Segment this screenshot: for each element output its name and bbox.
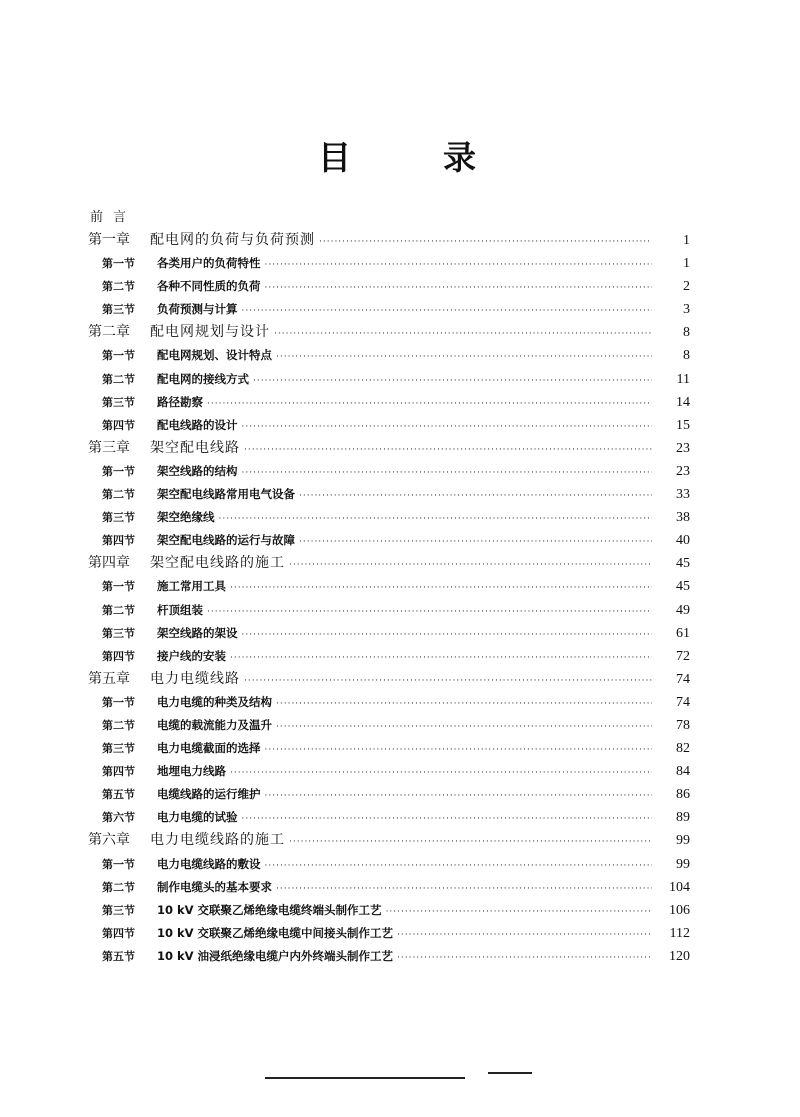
dot-leader xyxy=(242,300,653,323)
dot-leader xyxy=(397,924,652,947)
entry-number: 第二节 xyxy=(102,280,135,294)
toc-chapter-entry[interactable] xyxy=(88,552,690,575)
entry-title: 配电线路的设计 xyxy=(157,417,238,432)
entry-number: 第一节 xyxy=(102,349,135,363)
toc-section-entry[interactable] xyxy=(88,344,690,367)
entry-number: 第四节 xyxy=(102,534,135,548)
entry-title: 架空线路的结构 xyxy=(157,463,238,478)
page-number: 99 xyxy=(676,833,690,849)
entry-title: 各种不同性质的负荷 xyxy=(157,279,261,294)
page-number: 11 xyxy=(676,371,690,387)
toc-section-entry[interactable] xyxy=(88,298,690,321)
entry-title: 架空配电线路的施工 xyxy=(150,555,285,572)
entry-title: 10 kV 交联聚乙烯绝缘电缆终端头制作工艺 xyxy=(157,902,382,917)
title-char-1: 目 xyxy=(318,138,351,177)
toc-section-entry[interactable] xyxy=(88,599,690,622)
entry-number: 第二节 xyxy=(102,603,135,617)
dot-leader xyxy=(230,647,652,670)
page-number: 45 xyxy=(676,556,690,572)
dot-leader xyxy=(276,878,652,901)
entry-title: 10 kV 油浸纸绝缘电缆户内外终端头制作工艺 xyxy=(157,948,394,963)
page-number: 15 xyxy=(676,417,690,433)
toc-chapter-entry[interactable] xyxy=(88,829,690,852)
toc-section-entry[interactable] xyxy=(88,506,690,529)
page-number: 82 xyxy=(676,741,690,757)
page-number: 120 xyxy=(669,948,690,964)
entry-number: 第二节 xyxy=(102,880,135,894)
dot-leader xyxy=(274,323,652,346)
entry-title: 电缆的载流能力及温升 xyxy=(157,717,272,732)
toc-chapter-entry[interactable] xyxy=(88,668,690,691)
entry-title: 配电网的接线方式 xyxy=(157,371,249,386)
page-number: 1 xyxy=(683,256,690,272)
toc-section-entry[interactable] xyxy=(88,368,690,391)
toc-section-entry[interactable] xyxy=(88,622,690,645)
toc-section-entry[interactable] xyxy=(88,529,690,552)
entry-number: 第五节 xyxy=(102,949,135,963)
page-number: 8 xyxy=(683,348,690,364)
entry-number: 第一节 xyxy=(102,464,135,478)
page-number: 23 xyxy=(676,463,690,479)
entry-title: 各类用户的负荷特性 xyxy=(157,256,261,271)
dot-leader xyxy=(289,831,652,854)
entry-title: 架空配电线路常用电气设备 xyxy=(157,487,295,502)
entry-number: 第一节 xyxy=(102,580,135,594)
entry-number: 第二节 xyxy=(102,718,135,732)
dot-leader xyxy=(230,577,652,600)
dot-leader xyxy=(265,254,653,277)
page-number: 106 xyxy=(669,902,690,918)
entry-number: 第三节 xyxy=(102,395,135,409)
page-number: 78 xyxy=(676,717,690,733)
toc-section-entry[interactable] xyxy=(88,575,690,598)
dot-leader xyxy=(265,785,653,808)
entry-title: 制作电缆头的基本要求 xyxy=(157,879,272,894)
page-number: 23 xyxy=(676,440,690,456)
dot-leader xyxy=(276,716,652,739)
entry-title: 路径勘察 xyxy=(157,394,203,409)
toc-chapter-entry[interactable] xyxy=(88,229,690,252)
entry-number: 第四节 xyxy=(102,649,135,663)
entry-title: 电力电缆线路 xyxy=(150,670,240,687)
entry-title: 10 kV 交联聚乙烯绝缘电缆中间接头制作工艺 xyxy=(157,925,394,940)
entry-number: 第三节 xyxy=(102,742,135,756)
dot-leader xyxy=(386,901,652,924)
page-number: 89 xyxy=(676,810,690,826)
toc-section-entry[interactable] xyxy=(88,760,690,783)
toc-chapter-entry[interactable] xyxy=(88,437,690,460)
page-number: 112 xyxy=(669,925,690,941)
dot-leader xyxy=(265,855,653,878)
entry-title: 施工常用工具 xyxy=(157,579,226,594)
dot-leader xyxy=(219,508,653,531)
page-number: 40 xyxy=(676,533,690,549)
dot-leader xyxy=(244,439,652,462)
entry-title: 配电网规划、设计特点 xyxy=(157,348,272,363)
dot-leader xyxy=(299,485,652,508)
entry-number: 第五章 xyxy=(88,670,130,687)
entry-title: 电力电缆的试验 xyxy=(157,810,238,825)
dot-leader xyxy=(207,393,652,416)
entry-title: 配电网规划与设计 xyxy=(150,324,270,341)
entry-number: 第五节 xyxy=(102,788,135,802)
entry-title: 电缆线路的运行维护 xyxy=(157,787,261,802)
page-number: 74 xyxy=(676,694,690,710)
entry-number: 第四节 xyxy=(102,418,135,432)
entry-title: 杆顶组装 xyxy=(157,602,203,617)
toc-section-entry[interactable] xyxy=(88,275,690,298)
toc-chapter-entry[interactable] xyxy=(88,321,690,344)
entry-title: 架空线路的架设 xyxy=(157,625,238,640)
page-number: 45 xyxy=(676,579,690,595)
entry-title: 地埋电力线路 xyxy=(157,764,226,779)
page-number: 61 xyxy=(676,625,690,641)
dot-leader xyxy=(319,231,652,254)
dot-leader xyxy=(242,808,653,831)
page-number: 49 xyxy=(676,602,690,618)
entry-number: 第二章 xyxy=(88,324,130,341)
entry-title: 负荷预测与计算 xyxy=(157,302,238,317)
entry-number: 第三章 xyxy=(88,439,130,456)
entry-number: 第六节 xyxy=(102,811,135,825)
page-number: 84 xyxy=(676,764,690,780)
toc-section-entry[interactable] xyxy=(88,414,690,437)
toc-section-entry[interactable] xyxy=(88,945,690,968)
page-number: 8 xyxy=(683,325,690,341)
toc-section-entry[interactable] xyxy=(88,853,690,876)
toc-section-entry[interactable] xyxy=(88,483,690,506)
dot-leader xyxy=(265,277,653,300)
entry-title: 电力电缆的种类及结构 xyxy=(157,694,272,709)
entry-title: 电力电缆线路的敷设 xyxy=(157,856,261,871)
entry-number: 第四节 xyxy=(102,926,135,940)
toc-section-entry[interactable] xyxy=(88,460,690,483)
entry-title: 电力电缆截面的选择 xyxy=(157,741,261,756)
page-number: 99 xyxy=(676,856,690,872)
toc-section-entry[interactable] xyxy=(88,714,690,737)
page-number: 104 xyxy=(669,879,690,895)
dot-leader xyxy=(397,947,652,970)
dot-leader xyxy=(244,670,652,693)
entry-title: 接户线的安装 xyxy=(157,648,226,663)
table-of-contents xyxy=(88,207,690,968)
entry-title: 配电网的负荷与负荷预测 xyxy=(150,232,315,248)
toc-section-entry[interactable] xyxy=(88,391,690,414)
entry-number: 第三节 xyxy=(102,511,135,525)
entry-title: 架空绝缘线 xyxy=(157,510,215,525)
toc-section-entry[interactable] xyxy=(88,691,690,714)
page-number: 2 xyxy=(683,279,690,295)
entry-number: 第一节 xyxy=(102,695,135,709)
entry-number: 第一节 xyxy=(102,257,135,271)
page-number: 72 xyxy=(676,648,690,664)
dot-leader xyxy=(207,601,652,624)
page-number: 33 xyxy=(676,487,690,503)
entry-number: 第三节 xyxy=(102,626,135,640)
entry-number: 第四章 xyxy=(88,555,130,572)
toc-section-entry[interactable] xyxy=(88,737,690,760)
toc-section-entry[interactable] xyxy=(88,252,690,275)
entry-title: 电力电缆线路的施工 xyxy=(150,832,285,849)
entry-number: 第六章 xyxy=(88,832,130,849)
toc-section-entry[interactable] xyxy=(88,922,690,945)
dot-leader xyxy=(253,370,652,393)
toc-section-entry[interactable] xyxy=(88,899,690,922)
toc-section-entry[interactable] xyxy=(88,806,690,829)
dot-leader xyxy=(242,416,653,439)
toc-entries xyxy=(88,229,690,968)
page-number: 38 xyxy=(676,510,690,526)
entry-number: 第二节 xyxy=(102,372,135,386)
entry-number: 第三节 xyxy=(102,903,135,917)
page-number: 86 xyxy=(676,787,690,803)
page-number: 3 xyxy=(683,302,690,318)
entry-number: 第一章 xyxy=(88,232,130,248)
entry-title: 架空配电线路的运行与故障 xyxy=(157,533,295,548)
title-char-2: 录 xyxy=(443,138,476,177)
dot-leader xyxy=(230,762,652,785)
entry-title: 架空配电线路 xyxy=(150,439,240,456)
page-number: 1 xyxy=(683,233,690,248)
scan-artifact-line xyxy=(265,1077,465,1079)
scan-artifact-line xyxy=(488,1072,532,1074)
page-number: 14 xyxy=(676,394,690,410)
dot-leader xyxy=(299,531,652,554)
dot-leader xyxy=(265,739,653,762)
dot-leader xyxy=(289,554,652,577)
entry-number: 第一节 xyxy=(102,857,135,871)
dot-leader xyxy=(276,693,652,716)
entry-number: 第二节 xyxy=(102,488,135,502)
entry-number: 第四节 xyxy=(102,765,135,779)
page-number: 74 xyxy=(676,671,690,687)
toc-section-entry[interactable] xyxy=(88,645,690,668)
dot-leader xyxy=(242,462,653,485)
toc-section-entry[interactable] xyxy=(88,783,690,806)
entry-number: 第三节 xyxy=(102,303,135,317)
dot-leader xyxy=(242,624,653,647)
toc-preface[interactable]: 前言 xyxy=(90,210,137,225)
toc-section-entry[interactable] xyxy=(88,876,690,899)
dot-leader xyxy=(276,346,652,369)
